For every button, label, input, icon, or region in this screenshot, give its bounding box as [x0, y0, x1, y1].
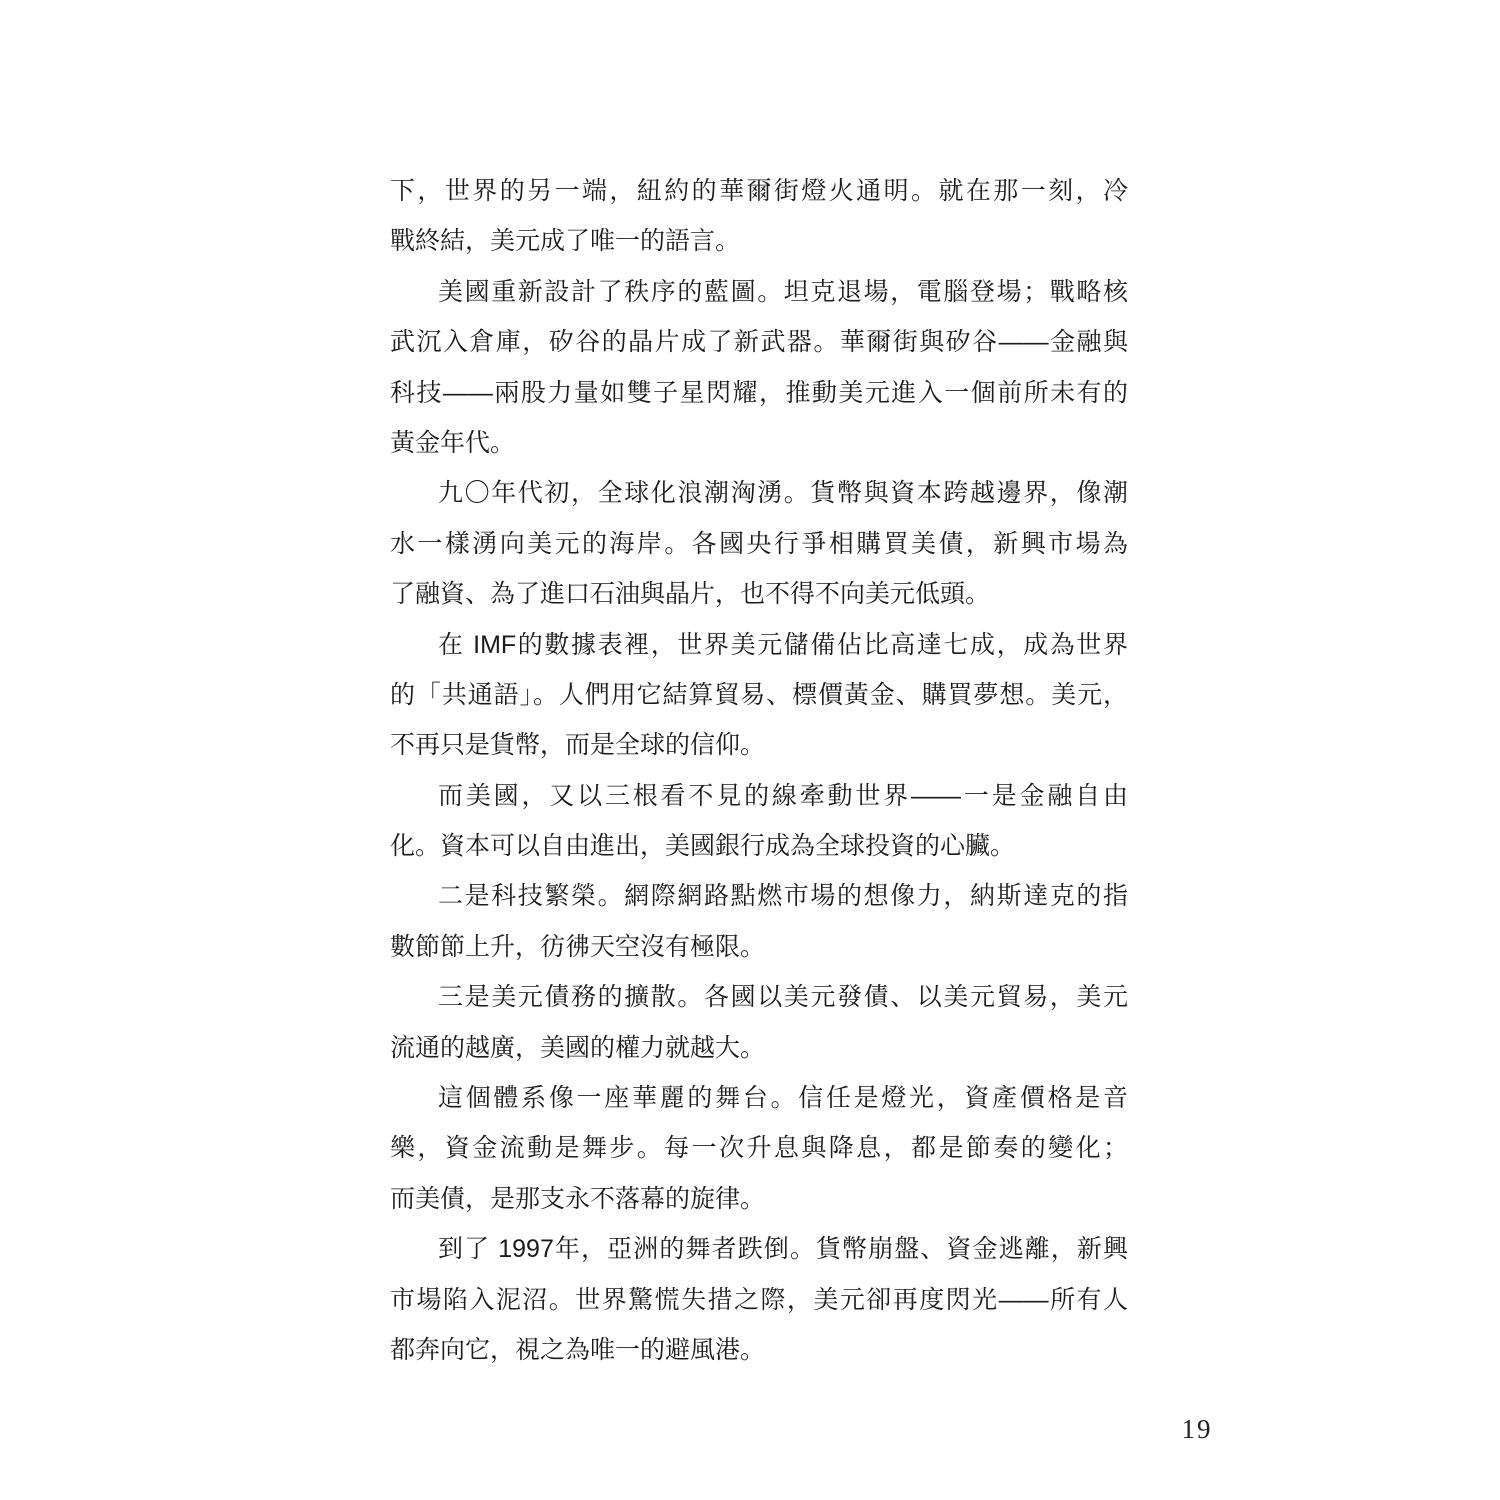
- text-line: 美國重新設計了秩序的藍圖。坦克退場，電腦登場；戰略核: [438, 277, 1128, 306]
- page-number: 19: [1181, 1414, 1213, 1444]
- paragraph: [390, 267, 1128, 469]
- paragraph: [390, 972, 1128, 1073]
- text-line: 戰終結，美元成了唯一的語言。: [390, 227, 741, 256]
- text-line: 都奔向它，視之為唯一的避風港。: [390, 1335, 766, 1364]
- paragraph: [390, 771, 1128, 872]
- text-line: 流通的越廣，美國的權力就越大。: [390, 1033, 766, 1062]
- paragraph-continuation: [390, 166, 1128, 267]
- text-line: 科技——兩股力量如雙子星閃耀，推動美元進入一個前所未有的: [390, 378, 1128, 407]
- text-line: 武沉入倉庫，矽谷的晶片成了新武器。華爾街與矽谷——金融與: [390, 328, 1128, 357]
- text-line: 到了 1997年，亞洲的舞者跌倒。貨幣崩盤、資金逃離，新興: [438, 1235, 1128, 1264]
- text-line: 樂，資金流動是舞步。每一次升息與降息，都是節奏的變化；: [390, 1134, 1128, 1163]
- text-line: 下，世界的另一端，紐約的華爾街燈火通明。就在那一刻，冷: [390, 177, 1128, 205]
- paragraph: [390, 871, 1128, 972]
- text-line: 水一樣湧向美元的海岸。各國央行爭相購買美債，新興市場為: [390, 529, 1128, 558]
- text-line: 在 IMF的數據表裡，世界美元儲備佔比高達七成，成為世界: [438, 630, 1128, 659]
- paragraph: [390, 1073, 1128, 1224]
- body-text: [390, 166, 1128, 1375]
- text-line: 了融資、為了進口石油與晶片，也不得不向美元低頭。: [390, 580, 991, 609]
- text-line: 三是美元債務的擴散。各國以美元發債、以美元貿易，美元: [438, 983, 1128, 1012]
- text-line: 二是科技繁榮。網際網路點燃市場的想像力，納斯達克的指: [438, 882, 1128, 911]
- text-line: 黃金年代。: [390, 428, 516, 457]
- paragraph: [390, 468, 1128, 619]
- text-line: 市場陷入泥沼。世界驚慌失措之際，美元卻再度閃光——所有人: [390, 1285, 1128, 1314]
- text-line: 的「共通語」。人們用它結算貿易、標價黃金、購買夢想。美元，: [390, 680, 1128, 709]
- text-line: 而美國，又以三根看不見的線牽動世界——一是金融自由: [438, 781, 1128, 810]
- text-line: 而美債，是那支永不落幕的旋律。: [390, 1184, 766, 1213]
- paragraph: [390, 1224, 1128, 1375]
- text-line: 這個體系像一座華麗的舞台。信任是燈光，資產價格是音: [438, 1084, 1128, 1113]
- text-line: 九〇年代初，全球化浪潮洶湧。貨幣與資本跨越邊界，像潮: [438, 479, 1128, 508]
- text-line: 不再只是貨幣，而是全球的信仰。: [390, 731, 766, 760]
- paragraph: [390, 620, 1128, 771]
- text-line: 數節節上升，彷彿天空沒有極限。: [390, 932, 766, 961]
- text-line: 化。資本可以自由進出，美國銀行成為全球投資的心臟。: [390, 832, 1016, 861]
